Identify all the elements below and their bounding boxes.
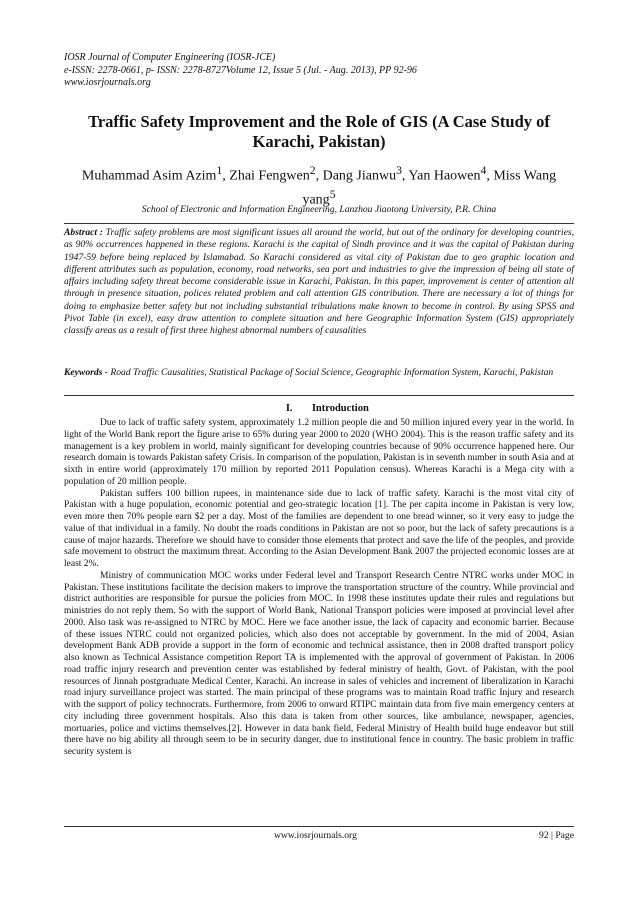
abstract-bottom-rule: [64, 395, 574, 396]
paragraph: Pakistan suffers 100 billion rupees, in maintenance side due to lack of traffic safety. Karachi is the most vital city of Pakistan with a huge population, economic potential and geo-strategic location [1]. The per capita income in Pakistan is very low, even more then 70% people earn $2 per a day. Most of the families are dependent to one bread winner, so it very easy to judge the value of that individual in a family. No doubt the roads conditions in Pakistan are not so poor, but the lack of safety precautions is a cause of major hazards. Therefore we should have to consider those elements that protect and save the life of the peoples, and provide safe movement to obstruct the maximum threat. According to the Asian Development Bank 2007 the projected economic losses are at least 2%.: [64, 488, 574, 569]
paragraph: Ministry of communication MOC works under Federal level and Transport Research Centre NTRC works under MOC in Pakistan. These institutions facilitate the decision makers to improve the transportation structure of the country. While provincial and district authorities are responsible for pursue the policies from MOC. In 1998 these institutes update their rules and regulations but ministries do not reply them. So with the support of World Bank, National Transport policies were imposed at provincial level after 2000. Also task was re-assigned to NTRC by MOC. Here we face another issue, the lack of capacity and economic barrier. Because of these issues NTRC could not organized policies, which also does not acceptable by government. In the mid of 2004, Asian development Bank ADB provide a support in the form of economic and technical assistance, then in 2008 drafted transport policy also known as Technical Assistance competition Report TA is implemented with the approval of government of Pakistan. In 2006 road traffic injury research and prevention center was established by federal ministry of health, Govt. of Pakistan, with the pool resources of Jinnah postgraduate Medical Center, Karachi. An increase in sales of vehicles and increment of liberalization in Karachi road injury surveillance project was started. The main principal of these programs was to maintain Road traffic Injury and research with the support of policy technocrats. Furthermore, from 2006 to onward RTIPC maintain data from five main emergency centers at city including three government hospitals. Also this data is taken from other sources, like ambulance, newspaper, agencies, mortuaries, police and victims themselves.[2]. However in data bank field, Federal Ministry of Health build huge endeavor but still there have no big ability all through seem to be in security danger, due to institutional fence in country. The basic problem in traffic security system is: [64, 570, 574, 757]
author-affil-mark: 5: [329, 187, 336, 201]
abstract-label: Abstract :: [64, 227, 103, 238]
author: Dang Jianwu: [322, 168, 397, 184]
author: Yan Haowen: [408, 168, 481, 184]
keywords-text: Road Traffic Causalities, Statistical Package of Social Science, Geographic Information System, Karachi, Pakistan: [110, 367, 554, 378]
paragraph: Due to lack of traffic safety system, approximately 1.2 million people die and 50 million injured every year in the world. In light of the World Bank report the figure arise to 65% during year 2000 to 2020 (WHO 2004). This is the reason traffic safety and its management is a key problem in world, mainly significant for developing countries because of 90% occurrence happened here. Our research domain is towards Pakistan safety Crisis. In comparison of the population, Pakistan is in seventh number in south Asia and at sixth in entire world (approximately 170 million by reported 2011 Population census). Whereas Karachi is a Mega city with a population of 20 million people.: [64, 418, 575, 487]
section-number: I.: [285, 403, 293, 414]
journal-header: [64, 52, 574, 90]
author-affil-mark: 2: [309, 164, 316, 177]
author-affil-mark: 4: [480, 164, 487, 177]
author: Muhammad Asim Azim: [81, 168, 217, 184]
journal-issn: e-ISSN: 2278-0661, p- ISSN: 2278-8727Volume 12, Issue 5 (Jul. - Aug. 2013), PP 92-96: [64, 64, 417, 76]
abstract-top-rule: [64, 223, 574, 224]
footer-rule: [64, 826, 574, 827]
author: Miss Wang yang: [302, 168, 557, 208]
abstract-text: Traffic safety problems are most significant issues all around the world, but out of the ordinary for developing countries, as 90% occurrences happened in these regions. Karachi is the capital of Sindh province and it was the capital of Pakistan during 1947-59 before being replaced by Islamabad. So Karachi considered as vital city of Pakistan due to geo graphic location and different attributes such as population, economy, road networks, sea port and industries to give the impression of being all state of affairs including safety threat become considerable issue in Karachi, Pakistan. In this paper, improvement is center of attention all through in presence situation, polices related problem and call attention GIS contribution. There are necessary a lot of things for doing to emphasize better safety but not including substantial tribulations make known to become in control. By using SPSS and Pivot Table (in excel), easy draw attention to complete situation and here Geographic Information System (GIS) appropriately classify areas as a result of first three highest abnormal numbers of causalities: [64, 227, 574, 337]
keywords-label: Keywords -: [64, 367, 108, 378]
section-heading: [64, 403, 574, 414]
journal-url[interactable]: www.iosrjournals.org: [64, 77, 151, 89]
author: Zhai Fengwen: [229, 168, 310, 184]
page-number: 92 | Page: [539, 830, 574, 841]
author-affil-mark: 3: [396, 164, 402, 177]
journal-name: IOSR Journal of Computer Engineering (IOSR-JCE): [64, 52, 276, 63]
abstract: [64, 227, 574, 338]
footer-url[interactable]: www.iosrjournals.org: [274, 830, 357, 841]
author-affil-mark: 1: [216, 164, 223, 177]
keywords: [64, 367, 574, 379]
section-title: Introduction: [311, 403, 369, 414]
author-list: Muhammad Asim Azim$^1$, Zhai Fengwen$^2$, Dang Jianwu$^3$, Yan Haowen$^4$, Miss Wang yang$^5$: [81, 164, 557, 208]
affiliation: School of Electronic and Information Engineering, Lanzhou Jiaotong University, P.R. China: [141, 204, 497, 215]
body-text: [64, 418, 574, 759]
paper-title: Traffic Safety Improvement and the Role of GIS (A Case Study of Karachi, Pakistan): [88, 112, 550, 151]
